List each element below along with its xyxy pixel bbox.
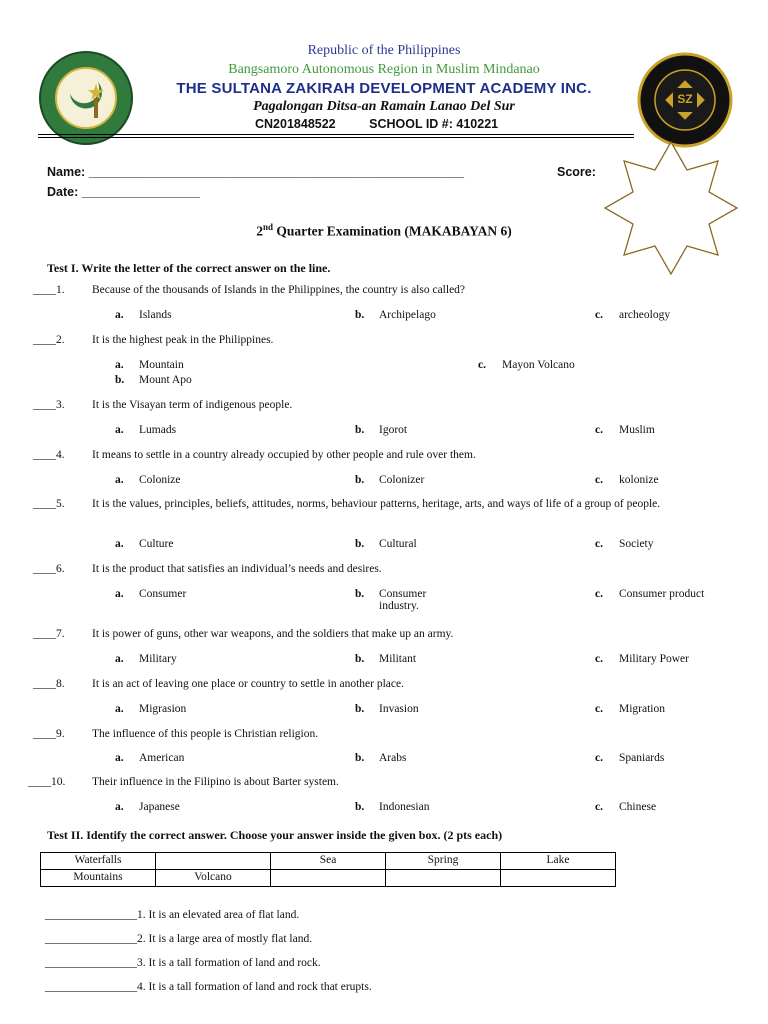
answer-option[interactable] — [595, 801, 656, 813]
option-text: Islands — [139, 309, 172, 321]
question-stem: It is power of guns, other war weapons, and the soldiers that make up an army. — [92, 628, 454, 640]
answer-option[interactable] — [595, 588, 704, 600]
option-letter: a. — [115, 653, 124, 665]
option-text: Culture — [139, 538, 174, 550]
name-field[interactable] — [47, 165, 464, 179]
option-text: Colonize — [139, 474, 181, 486]
test2-item — [45, 957, 321, 969]
question-stem: It is the product that satisfies an individual’s needs and desires. — [92, 563, 382, 575]
option-letter: a. — [115, 474, 124, 486]
option-text: Consumer product — [619, 588, 705, 600]
question-stem: The influence of this people is Christian religion. — [92, 728, 319, 740]
option-letter: c. — [595, 474, 603, 486]
option-text: Muslim — [619, 424, 655, 436]
option-text: Invasion — [379, 703, 419, 715]
test2-item — [45, 909, 299, 921]
answer-blank[interactable]: ________________ — [45, 957, 137, 969]
answer-option[interactable] — [595, 653, 689, 665]
header-region: Bangsamoro Autonomous Region in Muslim Mindanao — [228, 62, 540, 77]
choice-cell: Mountains — [41, 870, 156, 887]
choice-cell — [156, 853, 271, 870]
header-ids — [255, 117, 528, 131]
option-text: kolonize — [619, 474, 659, 486]
option-letter: c. — [595, 703, 603, 715]
option-text: archeology — [619, 309, 671, 321]
answer-option[interactable] — [115, 653, 177, 665]
answer-blank[interactable]: ____4. — [33, 449, 65, 461]
choices-row — [41, 870, 616, 887]
score-label: Score: — [557, 165, 596, 179]
option-text: Indonesian — [379, 801, 430, 813]
option-letter: a. — [115, 801, 124, 813]
option-text: Archipelago — [379, 309, 436, 321]
answer-option[interactable] — [115, 359, 184, 371]
answer-option[interactable] — [115, 474, 181, 486]
question-row — [0, 628, 768, 648]
answer-option[interactable] — [115, 588, 186, 600]
answer-option[interactable] — [115, 424, 176, 436]
option-letter: c. — [595, 424, 603, 436]
answer-option[interactable] — [115, 374, 192, 386]
option-letter: b. — [355, 588, 365, 600]
question-stem: It is an act of leaving one place or country to settle in another place. — [92, 678, 404, 690]
option-text: Japanese — [139, 801, 180, 813]
option-letter: a. — [115, 752, 124, 764]
question-stem: Because of the thousands of Islands in the Philippines, the country is also called? — [92, 284, 466, 296]
test1-heading: Test I. Write the letter of the correct answer on the line. — [47, 261, 331, 275]
option-text: Militant — [379, 653, 417, 665]
option-letter: a. — [115, 588, 124, 600]
option-letter: c. — [595, 752, 603, 764]
option-letter: b. — [355, 474, 365, 486]
answer-blank[interactable]: ____9. — [33, 728, 65, 740]
question-stem: It is the Visayan term of indigenous people. — [92, 399, 293, 411]
answer-option[interactable] — [115, 309, 172, 321]
option-text: Migration — [619, 703, 665, 715]
test2-item-text: 4. It is a tall formation of land and rock that erupts. — [137, 981, 372, 993]
score-star-icon[interactable] — [601, 138, 741, 278]
answer-option[interactable] — [595, 474, 659, 486]
option-letter: b. — [355, 801, 365, 813]
header-address: Pagalongan Ditsa-an Ramain Lanao Del Sur — [253, 99, 515, 114]
name-line[interactable]: ______________________________________________________ — [88, 165, 465, 179]
option-letter: b. — [355, 653, 365, 665]
question-stem: It is the values, principles, beliefs, attitudes, norms, behaviour patterns, heritage, arts, and ways of life of a group of people. — [92, 498, 661, 510]
answer-option[interactable] — [595, 752, 664, 764]
option-text: Consumer industry. — [379, 588, 427, 612]
option-letter: b. — [355, 752, 365, 764]
option-text: Igorot — [379, 424, 408, 436]
exam-title: 2nd Quarter Examination (MAKABAYAN 6) — [256, 222, 512, 239]
question-row — [0, 334, 768, 354]
choice-cell — [501, 870, 616, 887]
header-school-id: SCHOOL ID #: 410221 — [369, 117, 499, 131]
answer-option[interactable] — [115, 801, 180, 813]
answer-option[interactable] — [115, 703, 186, 715]
answer-option[interactable] — [355, 538, 417, 550]
question-stem: Their influence in the Filipino is about Barter system. — [92, 776, 339, 788]
answer-blank[interactable]: ________________ — [45, 933, 137, 945]
answer-option[interactable] — [478, 359, 575, 371]
choice-cell: Volcano — [156, 870, 271, 887]
answer-blank[interactable]: ____10. — [28, 776, 66, 788]
date-field[interactable] — [47, 185, 200, 199]
question-stem: It means to settle in a country already occupied by other people and rule over them. — [92, 449, 476, 461]
choice-cell: Lake — [501, 853, 616, 870]
answer-blank[interactable]: ____8. — [33, 678, 65, 690]
answer-option[interactable] — [355, 801, 429, 813]
option-text: Migrasion — [139, 703, 187, 715]
choices-row — [41, 853, 616, 870]
option-letter: b. — [355, 309, 365, 321]
choice-cell: Spring — [386, 853, 501, 870]
option-text: Chinese — [619, 801, 657, 813]
option-text: Consumer — [139, 588, 187, 600]
test2-item-text: 1. It is an elevated area of flat land. — [137, 909, 300, 921]
option-letter: b. — [355, 703, 365, 715]
academy-seal-monogram: SZ — [677, 92, 693, 106]
question-row — [0, 728, 768, 748]
option-letter: c. — [478, 359, 486, 371]
header-republic: Republic of the Philippines — [307, 43, 461, 58]
answer-option[interactable] — [355, 424, 407, 436]
answer-blank[interactable]: ________________ — [45, 981, 137, 993]
header-divider-2 — [38, 137, 634, 138]
header-cn: CN201848522 — [255, 117, 336, 131]
option-letter: b. — [115, 374, 125, 386]
option-text: Mount Apo — [139, 374, 192, 386]
question-row — [0, 776, 768, 796]
option-text: Military Power — [619, 653, 689, 665]
answer-blank[interactable]: ____1. — [33, 284, 65, 296]
answer-blank[interactable]: ________________ — [45, 909, 137, 921]
answer-option[interactable] — [355, 474, 424, 486]
option-text: Mayon Volcano — [502, 359, 575, 371]
header-divider — [38, 134, 634, 135]
option-text: Colonizer — [379, 474, 425, 486]
date-line[interactable]: _________________ — [81, 185, 200, 199]
question-row — [0, 449, 768, 469]
question-row — [0, 498, 768, 518]
choice-cell — [386, 870, 501, 887]
option-letter: c. — [595, 801, 603, 813]
option-letter: c. — [595, 538, 603, 550]
header-school-name: THE SULTANA ZAKIRAH DEVELOPMENT ACADEMY INC. — [176, 80, 592, 97]
answer-option[interactable] — [595, 703, 665, 715]
answer-option[interactable] — [115, 538, 174, 550]
choice-cell: Waterfalls — [41, 853, 156, 870]
option-text: Spaniards — [619, 752, 665, 764]
answer-option[interactable] — [355, 752, 406, 764]
option-letter: c. — [595, 309, 603, 321]
option-text: Cultural — [379, 538, 417, 550]
answer-option[interactable] — [355, 588, 449, 612]
option-text: Arabs — [379, 752, 407, 764]
test2-heading: Test II. Identify the correct answer. Choose your answer inside the given box. (2 pts each) — [47, 828, 503, 842]
option-letter: a. — [115, 538, 124, 550]
question-row — [0, 284, 768, 304]
choice-cell: Sea — [271, 853, 386, 870]
choice-cell — [271, 870, 386, 887]
answer-blank[interactable]: ____3. — [33, 399, 65, 411]
question-stem: It is the highest peak in the Philippines. — [92, 334, 274, 346]
answer-option[interactable] — [355, 653, 416, 665]
option-letter: b. — [355, 424, 365, 436]
answer-option[interactable] — [115, 752, 184, 764]
answer-option[interactable] — [595, 424, 655, 436]
question-row — [0, 678, 768, 698]
name-label: Name: — [47, 165, 89, 179]
test2-item-text: 2. It is a large area of mostly flat land. — [137, 933, 313, 945]
option-letter: b. — [355, 538, 365, 550]
option-text: Mountain — [139, 359, 184, 371]
choices-box — [40, 852, 616, 887]
test2-item-text: 3. It is a tall formation of land and rock. — [137, 957, 321, 969]
answer-blank[interactable]: ____7. — [33, 628, 65, 640]
option-text: Military — [139, 653, 177, 665]
option-letter: a. — [115, 703, 124, 715]
option-letter: a. — [115, 424, 124, 436]
test2-item — [45, 981, 372, 993]
option-text: Lumads — [139, 424, 177, 436]
option-text: American — [139, 752, 185, 764]
answer-option[interactable] — [595, 309, 670, 321]
question-row — [0, 399, 768, 419]
option-letter: a. — [115, 359, 124, 371]
question-row — [0, 563, 768, 583]
answer-option[interactable] — [595, 538, 654, 550]
answer-option[interactable] — [355, 309, 436, 321]
answer-blank[interactable]: ____2. — [33, 334, 65, 346]
answer-option[interactable] — [355, 703, 419, 715]
option-letter: c. — [595, 653, 603, 665]
option-letter: a. — [115, 309, 124, 321]
date-label: Date: — [47, 185, 82, 199]
answer-blank[interactable]: ____6. — [33, 563, 65, 575]
test2-item — [45, 933, 312, 945]
answer-blank[interactable]: ____5. — [33, 498, 65, 510]
option-letter: c. — [595, 588, 603, 600]
option-text: Society — [619, 538, 654, 550]
